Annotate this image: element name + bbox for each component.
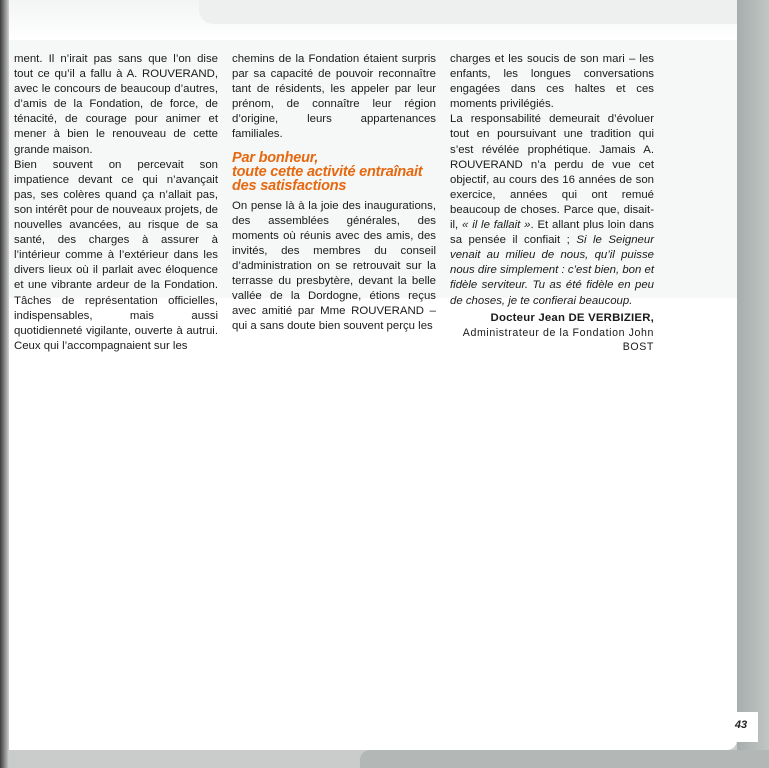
section-heading [232,151,436,193]
paragraph: chemins de la Fondation étaient surpris par sa capacité de pouvoir reconnaître tant de résidents, les appeler par leur prénom, de connaître leur région d’origine, leurs appartenances familiales. [232,53,436,141]
heading-line: des satisfactions [232,177,347,194]
column-1 [14,52,218,354]
page-number-tab [724,712,758,742]
page-edge-right [737,0,769,768]
text-columns [14,52,724,354]
paragraph: charges et les soucis de son mari – les enfants, les longues conversations engagées dans ces haltes et ces moments privilégiés. [450,53,654,111]
paragraph-text: La responsabilité demeurait d’évoluer tout en poursuivant une tradition qui s’est révélée prophétique. Jamais A. ROUVERAND n’a perdu de vue cet objectif, au cours des 16 années de son exercice, années qui ont remué beaucoup de choses. Parce que, disait-il, [450,113,654,232]
heading-line: toute cette activité entraînait [232,163,423,180]
paragraph-text: . Et allant plus loin dans sa pensée il confiait ; [450,219,654,247]
quote: « il le fallait » [462,219,531,232]
page-header-tab [199,0,737,24]
paragraph: On pense là à la joie des inaugurations, des assemblées générales, des moments où réunis avec des amis, des invités, des membres du conseil d’administration on se retrouvait sur la terrasse du presbytère, devant la belle vallée de la Dordogne, étions reçus avec amitié par Mme ROUVERAND – qui a sans doute bien souvent perçu les [232,199,436,333]
page-number: 43 [734,719,748,731]
paragraph: Bien souvent on percevait son impatience devant ce qui n’avançait pas, ses colères quand ça n’allait pas, son intérêt pour de nouveaux projets, de nouvelles avancées, au risque de sa santé, des charges à assurer à l’intérieur comme à l’extérieur dans les divers lieux où il parlait avec éloquence et une vibrante ardeur de la Fondation. Tâches de représentation officielles, indispensables, mais aussi quotidienneté vigilante, ouverte à autrui. Ceux qui l’accompagnaient sur les [14,158,218,352]
column-3 [450,52,654,354]
quote-italic: Si le Seigneur venait au milieu de nous, qu’il puisse nous dire simplement : c’est bien, bon et fidèle serviteur. Tu as été fidèle en peu de choses, je te confierai beaucoup. [450,234,654,307]
book-spine-shadow [0,0,9,768]
signature-name: Docteur Jean DE VERBIZIER, [490,311,654,324]
heading-line: Par bonheur, [232,149,319,166]
signature-role: Administrateur de la Fondation John BOST [462,326,654,353]
paragraph [450,112,654,308]
page-edge-bottom [360,750,769,768]
paragraph: ment. Il n’irait pas sans que l’on dise tout ce qu’il a fallu à A. ROUVERAND, avec le concours de beaucoup d’autres, d’amis de la Fondation, de force, de ténacité, de courage pour animer et mener à bien le renouveau de cette grande maison. [14,53,218,156]
column-2 [232,52,436,354]
